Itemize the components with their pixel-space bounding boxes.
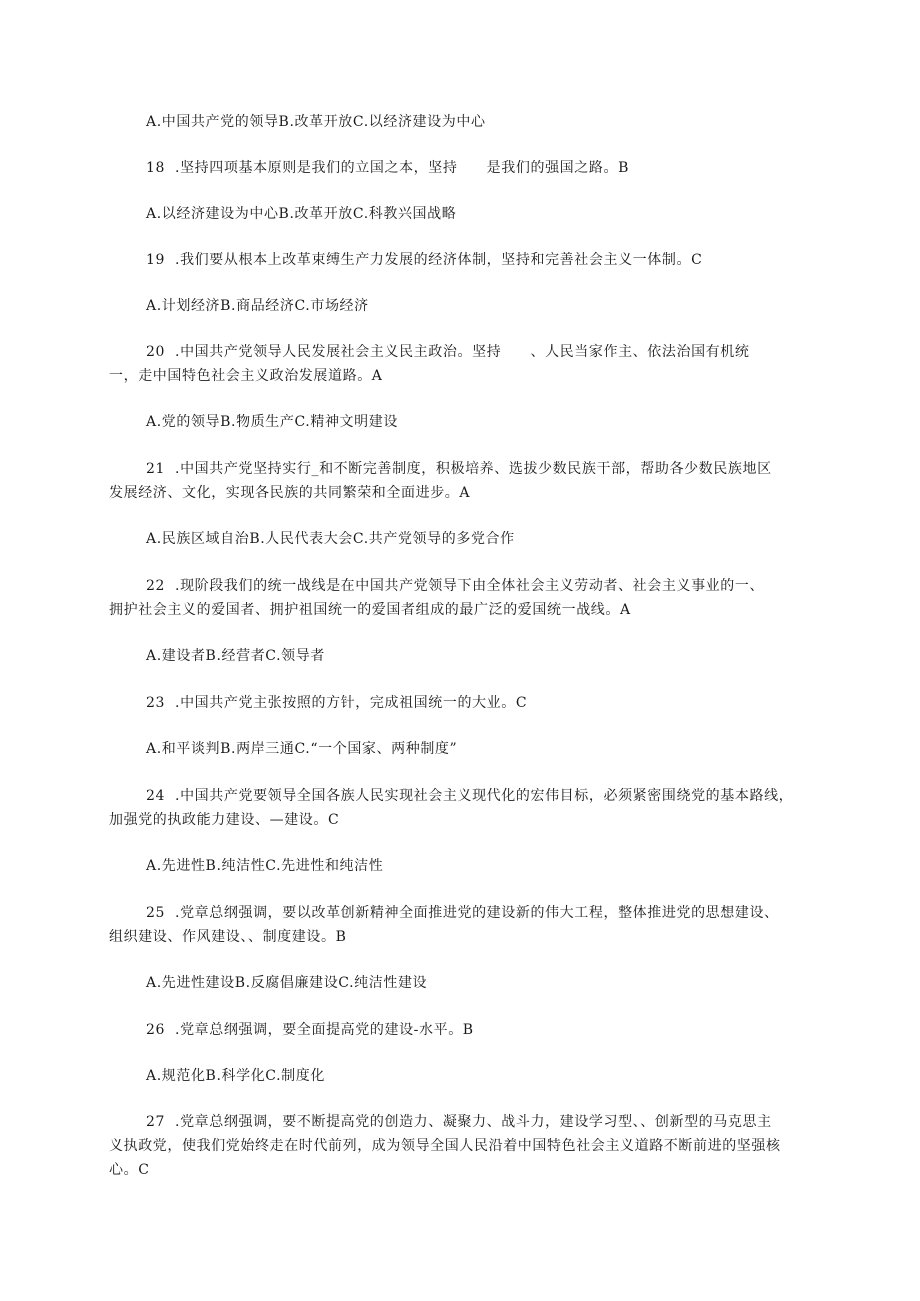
question-number: 27 bbox=[146, 1114, 166, 1130]
option-text: A.民族区域自治B.人民代表大会C.共产党领导的多党合作 bbox=[146, 531, 515, 547]
option-line bbox=[146, 1066, 325, 1086]
question-26 bbox=[146, 1020, 474, 1040]
question-continuation bbox=[109, 1136, 781, 1156]
question-continuation bbox=[109, 366, 383, 386]
question-continuation bbox=[109, 1160, 150, 1180]
question-text: 义执政党，使我们党始终走在时代前列，成为领导全国人民沿着中国特色社会主义道路不断前进的坚强核 bbox=[109, 1138, 781, 1154]
question-23 bbox=[146, 693, 527, 713]
option-line bbox=[146, 973, 427, 993]
option-text: A.和平谈判B.两岸三通C.“一个国家、两种制度” bbox=[146, 741, 458, 757]
question-text: .现阶段我们的统一战线是在中国共产党领导下由全体社会主义劳动者、社会主义事业的一、 bbox=[175, 578, 765, 594]
question-18 bbox=[146, 158, 629, 178]
question-text: .中国共产党要领导全国各族人民实现社会主义现代化的宏伟目标，必须紧密围绕党的基本路线， bbox=[175, 788, 794, 804]
question-25 bbox=[146, 903, 779, 923]
option-line bbox=[146, 204, 456, 224]
question-text: 发展经济、文化，实现各民族的共同繁荣和全面进步。A bbox=[109, 485, 471, 501]
question-number: 26 bbox=[146, 1022, 166, 1038]
option-line bbox=[146, 112, 486, 132]
question-27 bbox=[146, 1112, 772, 1132]
question-text: .坚持四项基本原则是我们的立国之本，坚持 是我们的强国之路。B bbox=[175, 160, 629, 176]
question-21 bbox=[146, 459, 772, 479]
option-line bbox=[146, 856, 383, 876]
question-continuation bbox=[109, 810, 339, 830]
question-24 bbox=[146, 786, 793, 806]
question-text: .中国共产党坚持实行_和不断完善制度，积极培养、选拔少数民族干部，帮助各少数民族地区 bbox=[175, 461, 772, 477]
question-number: 22 bbox=[146, 578, 166, 594]
question-number: 18 bbox=[146, 160, 166, 176]
question-text: .中国共产党领导人民发展社会主义民主政治。坚持 、人民当家作主、依法治国有机统 bbox=[175, 344, 750, 360]
option-line bbox=[146, 739, 457, 759]
option-text: A.先进性B.纯洁性C.先进性和纯洁性 bbox=[146, 858, 384, 874]
question-number: 25 bbox=[146, 905, 166, 921]
question-22 bbox=[146, 576, 764, 596]
question-19 bbox=[146, 250, 702, 270]
question-20 bbox=[146, 342, 749, 362]
question-text: 拥护社会主义的爱国者、拥护祖国统一的爱国者组成的最广泛的爱国统一战线。A bbox=[109, 602, 631, 618]
question-text: .党章总纲强调，要全面提高党的建设-水平。B bbox=[175, 1022, 474, 1038]
question-text: 组织建设、作风建设、、制度建设。B bbox=[109, 929, 347, 945]
option-line bbox=[146, 296, 369, 316]
option-text: A.计划经济B.商品经济C.市场经济 bbox=[146, 298, 369, 314]
option-text: A.规范化B.科学化C.制度化 bbox=[146, 1068, 325, 1084]
option-text: A.中国共产党的领导B.改革开放C.以经济建设为中心 bbox=[146, 114, 486, 130]
question-continuation bbox=[109, 483, 470, 503]
option-text: A.党的领导B.物质生产C.精神文明建设 bbox=[146, 414, 398, 430]
question-text: 心。C bbox=[109, 1162, 150, 1178]
question-text: .党章总纲强调，要以改革创新精神全面推进党的建设新的伟大工程，整体推进党的思想建设、 bbox=[175, 905, 779, 921]
question-text: .我们要从根本上改革束缚生产力发展的经济体制，坚持和完善社会主义一体制。C bbox=[175, 252, 703, 268]
question-number: 19 bbox=[146, 252, 166, 268]
question-number: 23 bbox=[146, 695, 166, 711]
question-text: 一，走中国特色社会主义政治发展道路。A bbox=[109, 368, 383, 384]
option-line bbox=[146, 529, 515, 549]
question-number: 24 bbox=[146, 788, 166, 804]
option-text: A.先进性建设B.反腐倡廉建设C.纯洁性建设 bbox=[146, 975, 428, 991]
question-text: .中国共产党主张按照的方针，完成祖国统一的大业。C bbox=[175, 695, 528, 711]
option-text: A.建设者B.经营者C.领导者 bbox=[146, 648, 325, 664]
question-number: 21 bbox=[146, 461, 166, 477]
option-line bbox=[146, 412, 398, 432]
option-text: A.以经济建设为中心B.改革开放C.科教兴国战略 bbox=[146, 206, 457, 222]
question-number: 20 bbox=[146, 344, 166, 360]
question-text: 加强党的执政能力建设、—建设。C bbox=[109, 812, 340, 828]
option-line bbox=[146, 646, 325, 666]
question-text: .党章总纲强调，要不断提高党的创造力、凝聚力、战斗力，建设学习型、、创新型的马克思主 bbox=[175, 1114, 772, 1130]
question-continuation bbox=[109, 927, 347, 947]
question-continuation bbox=[109, 600, 631, 620]
